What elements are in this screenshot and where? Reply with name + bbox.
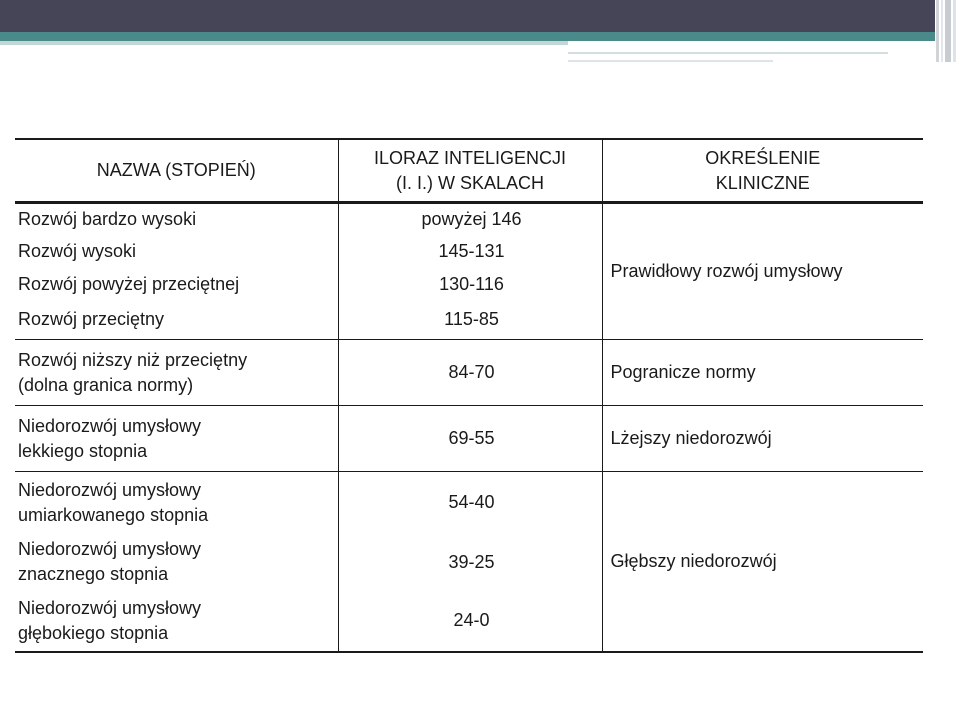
clinical-term-cell: Pogranicze normy xyxy=(602,340,923,406)
slide-header-accent-underline xyxy=(0,41,568,45)
table-row xyxy=(15,406,923,472)
slide-header-corner-stripe xyxy=(945,0,951,62)
column-header-clinical: OKREŚLENIE KLINICZNE xyxy=(602,139,923,203)
iq-range-cell: 54-40 xyxy=(338,472,602,534)
iq-range-cell: 115-85 xyxy=(338,301,602,340)
slide-header-rule xyxy=(568,60,773,62)
slide-header-corner-stripe xyxy=(936,0,939,62)
degree-name-cell: Rozwój powyżej przeciętnej xyxy=(18,273,240,294)
table-row xyxy=(15,203,923,236)
slide-header-corner-stripe xyxy=(941,0,943,62)
column-header-name: NAZWA (STOPIEŃ) xyxy=(15,139,338,203)
slide-header-bar xyxy=(0,0,935,32)
slide-header-corner-stripe xyxy=(953,0,956,62)
degree-name-cell: Rozwój bardzo wysoki xyxy=(18,209,197,230)
iq-range-cell: 145-131 xyxy=(338,236,602,268)
iq-range-cell: 130-116 xyxy=(338,268,602,301)
degree-name-cell: Niedorozwój umysłowy lekkiego stopnia xyxy=(15,406,338,472)
iq-range-cell: powyżej 146 xyxy=(338,203,602,236)
clinical-term-cell: Lżejszy niedorozwój xyxy=(602,406,923,472)
iq-range-cell: 39-25 xyxy=(338,534,602,591)
degree-name-cell: Rozwój przeciętny xyxy=(18,309,165,330)
iq-range-cell: 24-0 xyxy=(338,591,602,652)
degree-name-cell: Niedorozwój umysłowy umiarkowanego stopnia xyxy=(15,472,338,534)
degree-name-cell: Niedorozwój umysłowy głębokiego stopnia xyxy=(15,591,338,652)
slide-header-rule xyxy=(568,52,888,54)
slide-header-accent-stripe xyxy=(0,32,935,41)
degree-name-cell: Rozwój wysoki xyxy=(18,241,137,261)
iq-classification-table xyxy=(15,138,923,653)
iq-range-cell: 69-55 xyxy=(338,406,602,472)
degree-name-cell: Niedorozwój umysłowy znacznego stopnia xyxy=(18,539,202,584)
clinical-term-cell: Głębszy niedorozwój xyxy=(602,472,923,652)
table-row xyxy=(15,472,923,534)
table-header-row xyxy=(15,139,923,203)
degree-name-cell: Rozwój niższy niż przeciętny (dolna granica normy) xyxy=(15,340,338,406)
column-header-iq: ILORAZ INTELIGENCJI (I. I.) W SKALACH xyxy=(338,139,602,203)
iq-range-cell: 84-70 xyxy=(338,340,602,406)
table-row xyxy=(15,340,923,406)
clinical-term-cell: Prawidłowy rozwój umysłowy xyxy=(602,203,923,340)
